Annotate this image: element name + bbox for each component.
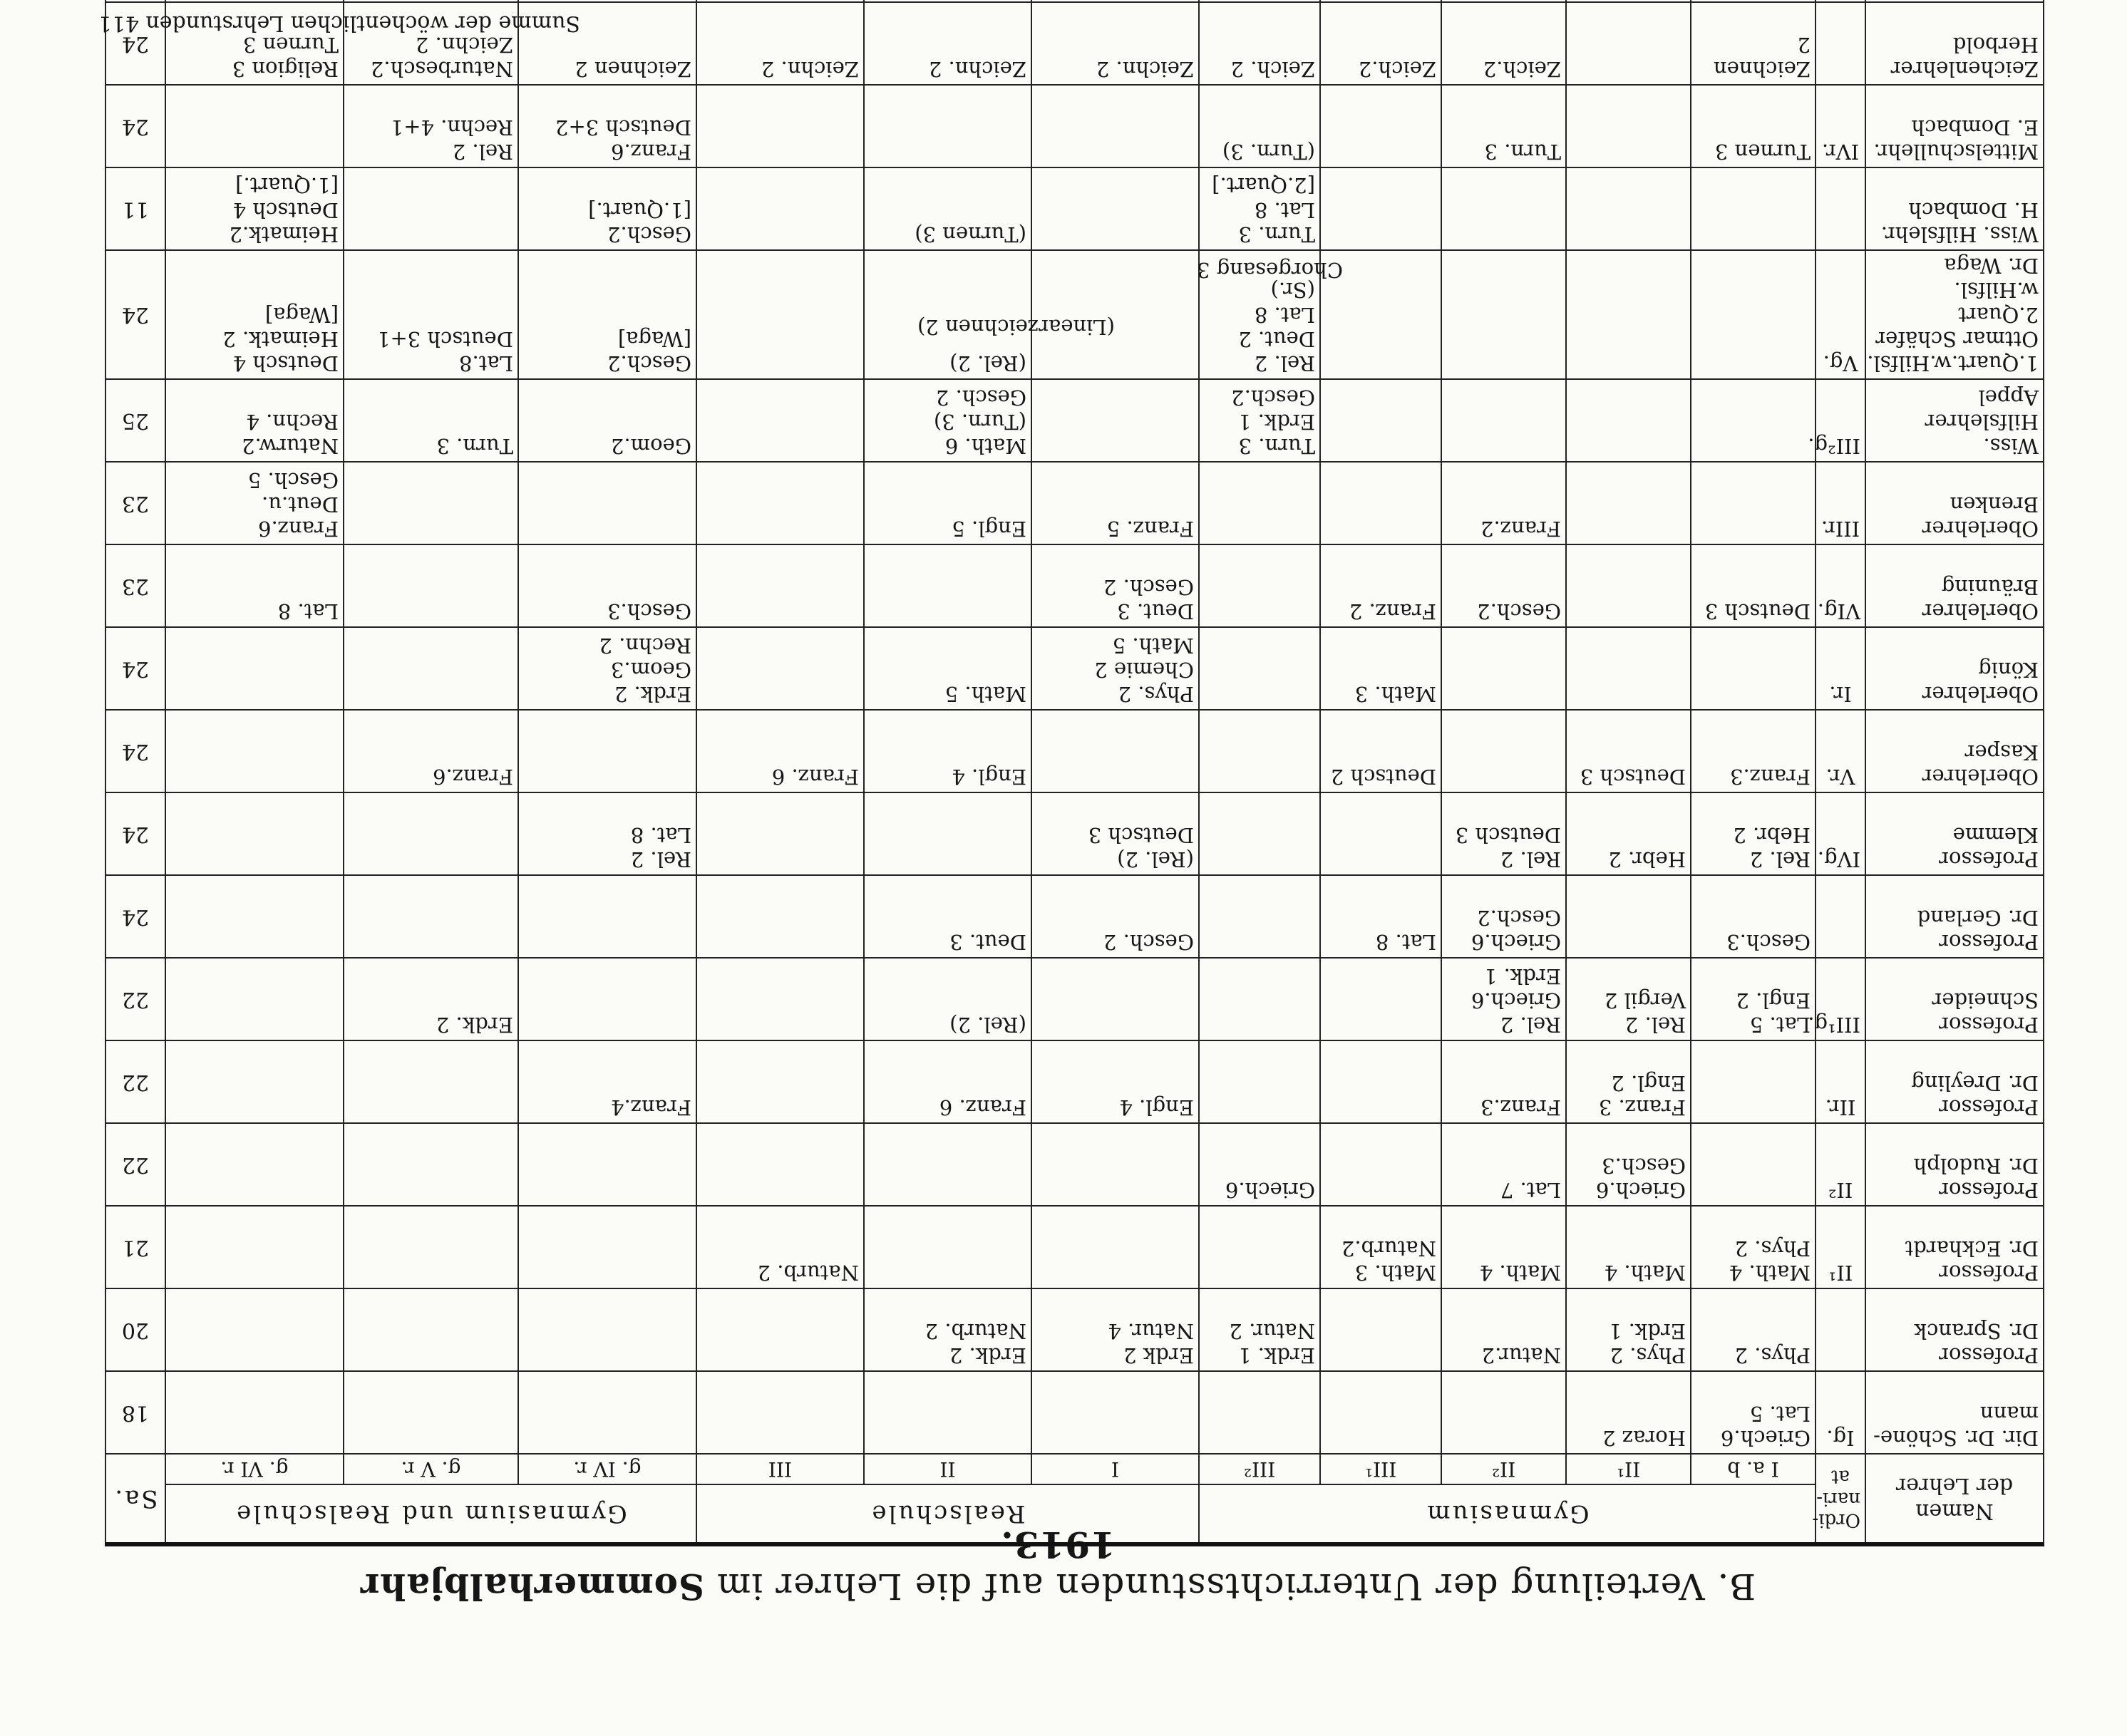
table-row bbox=[105, 1206, 2044, 1288]
lesson-cell bbox=[1566, 875, 1691, 958]
teacher-name: Professor Dr. Dreyling bbox=[1865, 1040, 2044, 1123]
lesson-cell bbox=[344, 167, 518, 250]
teacher-name: Professor Klemme bbox=[1865, 792, 2044, 875]
ordinariat-cell: IIr. bbox=[1816, 1040, 1865, 1123]
lesson-cell bbox=[1441, 167, 1566, 250]
lesson-cell: Franz.6 bbox=[344, 710, 518, 792]
lesson-cell bbox=[1031, 710, 1199, 792]
header-namen: Namen der Lehrer bbox=[1865, 1454, 2044, 1544]
sum-cell: 24 bbox=[105, 710, 165, 792]
lesson-cell bbox=[344, 875, 518, 958]
lesson-cell bbox=[165, 0, 344, 2]
lesson-cell bbox=[1199, 544, 1320, 627]
lesson-cell bbox=[1320, 379, 1441, 462]
ordinariat-cell bbox=[1816, 167, 1865, 250]
lesson-cell bbox=[696, 875, 864, 958]
table-row bbox=[105, 544, 2044, 627]
lesson-cell bbox=[1691, 167, 1816, 250]
class-header: II¹ bbox=[1566, 1454, 1691, 1484]
sum-cell: 21 bbox=[105, 1206, 165, 1288]
lesson-cell bbox=[1441, 379, 1566, 462]
lesson-cell: Rel. 2 Rechn. 4+1 bbox=[344, 85, 518, 167]
chorgesang-note: Chorgesang 3 bbox=[1197, 258, 1343, 282]
teacher-name: Wiss. Hilfslehr. H. Dombach bbox=[1865, 167, 2044, 250]
lesson-cell bbox=[1199, 792, 1320, 875]
ordinariat-cell bbox=[1816, 1288, 1865, 1371]
lesson-cell bbox=[1566, 627, 1691, 710]
lesson-cell: Zeichnen 2 bbox=[518, 2, 696, 85]
lesson-cell: (Rel. 2) bbox=[864, 958, 1031, 1040]
sum-cell: 22 bbox=[105, 958, 165, 1040]
lesson-cell bbox=[1199, 1206, 1320, 1288]
class-header: g. IV r. bbox=[518, 1454, 696, 1484]
lesson-cell bbox=[1566, 379, 1691, 462]
class-header: I bbox=[1031, 1454, 1199, 1484]
lesson-cell: Math. 4 bbox=[1441, 1206, 1566, 1288]
lesson-cell: Deutsch 2 bbox=[1320, 710, 1441, 792]
lesson-cell: Deut. 3 bbox=[864, 875, 1031, 958]
lesson-cell bbox=[344, 1123, 518, 1206]
lesson-cell bbox=[344, 1288, 518, 1371]
teacher-name: Wiss. Hilfslehrer Appel bbox=[1865, 379, 2044, 462]
lesson-cell: Gesch.3 bbox=[1691, 875, 1816, 958]
lesson-cell bbox=[696, 250, 864, 379]
ordinariat-cell: Vr. bbox=[1816, 710, 1865, 792]
sum-cell: 20 bbox=[105, 1288, 165, 1371]
lesson-cell: Lat.8 Deutsch 3+1 bbox=[344, 250, 518, 379]
lesson-cell: Franz.2 bbox=[1441, 462, 1566, 544]
lesson-cell bbox=[344, 462, 518, 544]
lesson-cell bbox=[696, 462, 864, 544]
lesson-cell bbox=[1566, 250, 1691, 379]
lesson-cell bbox=[1320, 462, 1441, 544]
lesson-cell: Turn. 3 Erdk. 1 Gesch.2 bbox=[1199, 379, 1320, 462]
lesson-cell: Erdk. 2 Naturb. 2 bbox=[864, 1288, 1031, 1371]
lesson-cell bbox=[1320, 1288, 1441, 1371]
lesson-cell: Zeich.2 bbox=[1320, 2, 1441, 85]
class-header: III bbox=[696, 1454, 864, 1484]
lesson-cell bbox=[1031, 1123, 1199, 1206]
lesson-cell: Engl. 5 bbox=[864, 462, 1031, 544]
lesson-cell: Math. 4 Phys. 2 bbox=[1691, 1206, 1816, 1288]
teacher-name: Professor Dr. Spranck bbox=[1865, 1288, 2044, 1371]
sum-cell: 22 bbox=[105, 1040, 165, 1123]
teacher-name: Professor Dr. Rudolph bbox=[1865, 1123, 2044, 1206]
lesson-cell: Griech.6 Lat. 5 bbox=[1691, 1371, 1816, 1454]
table-row bbox=[105, 1123, 2044, 1206]
lesson-cell: Horaz 2 bbox=[1566, 1371, 1691, 1454]
table-row bbox=[105, 85, 2044, 167]
lesson-cell: Math. 3 bbox=[1320, 627, 1441, 710]
lesson-cell bbox=[518, 710, 696, 792]
lesson-cell: Franz. 3 Engl. 2 bbox=[1566, 1040, 1691, 1123]
class-header: g. V r. bbox=[344, 1454, 518, 1484]
table-row bbox=[105, 462, 2044, 544]
sum-cell: 18 bbox=[105, 1371, 165, 1454]
lesson-cell: Zeichn. 2 bbox=[864, 2, 1031, 85]
lesson-cell bbox=[696, 1371, 864, 1454]
lesson-cell bbox=[1199, 710, 1320, 792]
lesson-cell: Griech.6 bbox=[1199, 1123, 1320, 1206]
class-header: II² bbox=[1441, 1454, 1566, 1484]
lesson-cell: Turn. 3 Lat. 8 [2.Quart.] bbox=[1199, 167, 1320, 250]
lesson-cell: Gesch.3 bbox=[518, 544, 696, 627]
lesson-cell bbox=[1320, 167, 1441, 250]
lesson-cell: Zeich.2 bbox=[1441, 2, 1566, 85]
lesson-cell bbox=[1031, 167, 1199, 250]
title-text: B. Verteilung der Unterrichtsstunden auf die Lehrer im bbox=[704, 1566, 1756, 1607]
lesson-cell bbox=[518, 0, 696, 2]
lesson-cell: Geom.2 bbox=[518, 379, 696, 462]
lesson-cell bbox=[1031, 0, 1199, 2]
teacher-rows bbox=[105, 0, 2044, 1454]
lesson-cell: Phys. 2 Chemie 2 Math. 5 bbox=[1031, 627, 1199, 710]
ordinariat-cell: II² bbox=[1816, 1123, 1865, 1206]
lesson-cell: Griech.6 Gesch.2 bbox=[1441, 875, 1566, 958]
lesson-cell: Deutsch 3 bbox=[1566, 710, 1691, 792]
lesson-cell bbox=[1691, 627, 1816, 710]
sum-cell: 23 bbox=[105, 544, 165, 627]
lesson-cell: Deutsch 3 bbox=[1691, 544, 1816, 627]
lesson-cell: Rel. 2 Deutsch 3 bbox=[1441, 792, 1566, 875]
lesson-cell bbox=[165, 958, 344, 1040]
teacher-name: Oberlehrer Bräuning bbox=[1865, 544, 2044, 627]
lesson-cell bbox=[1031, 958, 1199, 1040]
lesson-cell bbox=[1320, 1040, 1441, 1123]
lesson-cell bbox=[165, 1040, 344, 1123]
sum-cell: 24 bbox=[105, 85, 165, 167]
lesson-cell: Turn. 3 bbox=[1441, 85, 1566, 167]
lesson-cell: Lat. 5 Engl. 2 bbox=[1691, 958, 1816, 1040]
lesson-cell: Franz.3 bbox=[1441, 1040, 1566, 1123]
lesson-cell: Engl. 4 bbox=[864, 710, 1031, 792]
lesson-cell: (Turnen 3) bbox=[864, 167, 1031, 250]
table-row bbox=[105, 627, 2044, 710]
lesson-cell bbox=[864, 544, 1031, 627]
lesson-cell bbox=[1031, 379, 1199, 462]
lesson-cell: Rel. 2 Vergil 2 bbox=[1566, 958, 1691, 1040]
lesson-cell bbox=[1199, 462, 1320, 544]
header-ordinariat: Ordi- nari- at bbox=[1816, 1454, 1865, 1544]
lesson-cell bbox=[1566, 462, 1691, 544]
linearzeichnen-note: (Linearzeichnen 2) bbox=[917, 315, 1115, 339]
teacher-name: Oberlehrer Brenken bbox=[1865, 462, 2044, 544]
teacher-name: 1.Quart.w.Hilfsl. Ottmar Schäfer 2.Quart w.Hilfsl. Dr. Waga bbox=[1865, 250, 2044, 379]
class-header: I a. b bbox=[1691, 1454, 1816, 1484]
lesson-cell bbox=[518, 462, 696, 544]
lesson-cell bbox=[344, 1206, 518, 1288]
table-row bbox=[105, 710, 2044, 792]
lesson-cell: Naturw.2 Rechn. 4 bbox=[165, 379, 344, 462]
lesson-cell: Franz. 5 bbox=[1031, 462, 1199, 544]
lesson-cell bbox=[1691, 250, 1816, 379]
lesson-cell bbox=[696, 792, 864, 875]
sum-cell: 24 bbox=[105, 2, 165, 85]
lesson-cell bbox=[1199, 1371, 1320, 1454]
table-row bbox=[105, 1040, 2044, 1123]
table-row bbox=[105, 1288, 2044, 1371]
header-gymnasium: Gymnasium bbox=[1199, 1484, 1816, 1544]
ordinariat-cell: III¹g. bbox=[1816, 958, 1865, 1040]
lesson-cell: Franz.6 Deut.u. Gesch. 5 bbox=[165, 462, 344, 544]
lesson-cell: Heimatk.2 Deutsch 4 [1.Quart.] bbox=[165, 167, 344, 250]
lesson-cell bbox=[518, 1123, 696, 1206]
ordinariat-cell: IVg. bbox=[1816, 792, 1865, 875]
ordinariat-cell: Ir. bbox=[1816, 627, 1865, 710]
header-realschule: Realschule bbox=[696, 1484, 1199, 1544]
lesson-cell bbox=[696, 627, 864, 710]
lesson-cell: Turn. 3 bbox=[344, 379, 518, 462]
ordinariat-cell bbox=[1816, 2, 1865, 85]
lesson-cell bbox=[1441, 710, 1566, 792]
lesson-cell bbox=[165, 1371, 344, 1454]
lesson-cell bbox=[1031, 1206, 1199, 1288]
lesson-cell: Lat. 7 bbox=[1441, 1123, 1566, 1206]
lesson-cell bbox=[165, 1206, 344, 1288]
lesson-cell bbox=[1199, 0, 1320, 2]
lesson-cell bbox=[696, 167, 864, 250]
lesson-cell bbox=[1691, 1123, 1816, 1206]
lesson-cell bbox=[1320, 1123, 1441, 1206]
teacher-name: Zeichenlehrer Herbold bbox=[1865, 2, 2044, 85]
class-header: III¹ bbox=[1320, 1454, 1441, 1484]
header-sa: Sa. bbox=[105, 1454, 165, 1544]
group-header-row bbox=[105, 1484, 2044, 1544]
lesson-cell bbox=[1320, 0, 1441, 2]
class-header: III² bbox=[1199, 1454, 1320, 1484]
lesson-cell bbox=[1320, 85, 1441, 167]
sum-cell: 25 bbox=[105, 379, 165, 462]
ordinariat-cell: III²g. bbox=[1816, 379, 1865, 462]
title-bold-text: Sommerhalbjahr 1913. bbox=[359, 1524, 1116, 1608]
lesson-cell: Zeichn. 2 bbox=[696, 2, 864, 85]
table-row bbox=[105, 958, 2044, 1040]
ordinariat-cell: IVr. bbox=[1816, 85, 1865, 167]
lesson-cell bbox=[864, 1123, 1031, 1206]
lesson-cell bbox=[1691, 0, 1816, 2]
lesson-cell: Deut. 3 Gesch. 2 bbox=[1031, 544, 1199, 627]
lesson-cell: Lat. 8 bbox=[1320, 875, 1441, 958]
lesson-cell bbox=[696, 544, 864, 627]
lesson-cell bbox=[696, 0, 864, 2]
lesson-cell: Erdk. 1 Natur. 2 bbox=[1199, 1288, 1320, 1371]
sum-cell: 24 bbox=[105, 627, 165, 710]
lesson-cell bbox=[864, 85, 1031, 167]
lesson-cell bbox=[518, 958, 696, 1040]
lesson-cell bbox=[696, 85, 864, 167]
lesson-cell bbox=[518, 1371, 696, 1454]
table-row bbox=[105, 875, 2044, 958]
lesson-cell bbox=[1320, 1371, 1441, 1454]
ordinariat-cell: Vg. bbox=[1816, 250, 1865, 379]
lesson-cell bbox=[1441, 1371, 1566, 1454]
lesson-cell: Franz. 2 bbox=[1320, 544, 1441, 627]
lesson-cell: Engl. 4 bbox=[1031, 1040, 1199, 1123]
lesson-cell: Deutsch 4 Heimatk. 2 [Waga] bbox=[165, 250, 344, 379]
lesson-cell bbox=[696, 379, 864, 462]
ordinariat-cell: VIg. bbox=[1816, 544, 1865, 627]
lesson-cell bbox=[1691, 1040, 1816, 1123]
lesson-cell bbox=[1031, 1371, 1199, 1454]
lesson-cell: Zeichn. 2 bbox=[1031, 2, 1199, 85]
lesson-cell bbox=[344, 544, 518, 627]
teacher-name: Oberlehrer Kasper bbox=[1865, 710, 2044, 792]
teaching-distribution-table bbox=[105, 0, 2044, 1546]
lesson-cell bbox=[1441, 250, 1566, 379]
lesson-cell bbox=[1199, 627, 1320, 710]
lesson-cell bbox=[165, 85, 344, 167]
lesson-cell bbox=[864, 1371, 1031, 1454]
lesson-cell bbox=[165, 710, 344, 792]
lesson-cell bbox=[696, 1040, 864, 1123]
lesson-cell bbox=[165, 792, 344, 875]
lesson-cell: Gesch.2 [1.Quart.] bbox=[518, 167, 696, 250]
lesson-cell: Erdk 2 Natur. 4 bbox=[1031, 1288, 1199, 1371]
teacher-name: Professor Dr. Eckhardt bbox=[1865, 1206, 2044, 1288]
lesson-cell bbox=[165, 875, 344, 958]
lesson-cell: Erdk. 2 bbox=[344, 958, 518, 1040]
lesson-cell: Franz. 6 bbox=[696, 710, 864, 792]
lesson-cell: Naturb. 2 bbox=[696, 1206, 864, 1288]
lesson-cell: Phys. 2 Erdk. 1 bbox=[1566, 1288, 1691, 1371]
lesson-cell: Hebr. 2 bbox=[1566, 792, 1691, 875]
sum-cell: 22 bbox=[105, 1123, 165, 1206]
header-gym-real: Gymnasium und Realschule bbox=[165, 1484, 696, 1544]
lesson-cell: Erdk. 2 Geom.3 Rechn. 2 bbox=[518, 627, 696, 710]
lesson-cell bbox=[1441, 627, 1566, 710]
lesson-cell: Rel. 2 Deut. 2 Lat. 8 (Sr.) bbox=[1199, 250, 1320, 379]
footer-total: Summe der wöchentlichen Lehrstunden 411 bbox=[98, 11, 580, 36]
lesson-cell bbox=[1320, 958, 1441, 1040]
lesson-cell bbox=[165, 627, 344, 710]
ordinariat-cell: IIIr. bbox=[1816, 462, 1865, 544]
lesson-cell: Gesch.2 [Waga] bbox=[518, 250, 696, 379]
lesson-cell bbox=[165, 1123, 344, 1206]
lesson-cell bbox=[518, 1288, 696, 1371]
lesson-cell: Math. 5 bbox=[864, 627, 1031, 710]
lesson-cell bbox=[1031, 85, 1199, 167]
teacher-name: Professor Dr. Gerland bbox=[1865, 875, 2044, 958]
lesson-cell bbox=[864, 792, 1031, 875]
lesson-cell bbox=[1691, 379, 1816, 462]
lesson-cell bbox=[344, 627, 518, 710]
lesson-cell: Phys. 2 bbox=[1691, 1288, 1816, 1371]
sum-cell: 24 bbox=[105, 250, 165, 379]
ordinariat-cell bbox=[1816, 875, 1865, 958]
lesson-cell: Franz.6 Deutsch 3+2 bbox=[518, 85, 696, 167]
class-header-row bbox=[105, 1454, 2044, 1484]
lesson-cell: (Rel. 2) Deutsch 3 bbox=[1031, 792, 1199, 875]
lesson-cell bbox=[864, 1206, 1031, 1288]
lesson-cell bbox=[1441, 0, 1566, 2]
lesson-cell bbox=[1199, 958, 1320, 1040]
lesson-cell bbox=[344, 1040, 518, 1123]
lesson-cell bbox=[1566, 2, 1691, 85]
sum-cell bbox=[105, 0, 165, 2]
lesson-cell: Natur.2 bbox=[1441, 1288, 1566, 1371]
lesson-cell bbox=[1199, 1040, 1320, 1123]
sum-cell: 24 bbox=[105, 792, 165, 875]
lesson-cell bbox=[344, 1371, 518, 1454]
lesson-cell: Franz. 6 bbox=[864, 1040, 1031, 1123]
lesson-cell bbox=[1566, 167, 1691, 250]
lesson-cell: Zeichnen 2 bbox=[1691, 2, 1816, 85]
lesson-cell bbox=[518, 1206, 696, 1288]
class-header: II bbox=[864, 1454, 1031, 1484]
lesson-cell: Rel. 2 Lat. 8 bbox=[518, 792, 696, 875]
table-row bbox=[105, 167, 2044, 250]
table-row bbox=[105, 792, 2044, 875]
lesson-cell bbox=[1691, 462, 1816, 544]
lesson-cell: Franz.3 bbox=[1691, 710, 1816, 792]
lesson-cell: Griech.6 Gesch.3 bbox=[1566, 1123, 1691, 1206]
teacher-name: Dir. Dr. Schöne- mann bbox=[1865, 1371, 2044, 1454]
lesson-cell: Lat. 8 bbox=[165, 544, 344, 627]
lesson-cell: Franz.4 bbox=[518, 1040, 696, 1123]
lesson-cell bbox=[696, 1288, 864, 1371]
lesson-cell bbox=[344, 792, 518, 875]
class-header: g. VI r. bbox=[165, 1454, 344, 1484]
lesson-cell: Rel. 2 Griech.6 Erdk. 1 bbox=[1441, 958, 1566, 1040]
lesson-cell: Religion 3 Turnen 3 bbox=[165, 2, 344, 85]
teacher-name: Oberlehrer König bbox=[1865, 627, 2044, 710]
lesson-cell bbox=[1199, 875, 1320, 958]
lesson-cell: Math. 6 (Turn. 3) Gesch. 2 bbox=[864, 379, 1031, 462]
ordinariat-cell bbox=[1816, 0, 1865, 2]
lesson-cell bbox=[1566, 85, 1691, 167]
lesson-cell: Math. 3 Naturb.2 bbox=[1320, 1206, 1441, 1288]
lesson-cell bbox=[1566, 0, 1691, 2]
teacher-name: Professor Schneider bbox=[1865, 958, 2044, 1040]
lesson-cell: Naturbesch.2 Zeichn. 2 bbox=[344, 2, 518, 85]
lesson-cell bbox=[518, 875, 696, 958]
table-row bbox=[105, 379, 2044, 462]
table-row bbox=[105, 1371, 2044, 1454]
lesson-cell bbox=[696, 958, 864, 1040]
lesson-cell: Gesch. 2 bbox=[1031, 875, 1199, 958]
lesson-cell: Math. 4 bbox=[1566, 1206, 1691, 1288]
lesson-cell: (Rel. 2) bbox=[864, 250, 1031, 379]
lesson-cell: Turnen 3 bbox=[1691, 85, 1816, 167]
sum-cell: 11 bbox=[105, 167, 165, 250]
table-row bbox=[105, 0, 2044, 2]
teacher-name: Mittelschullehr. E. Dombach bbox=[1865, 85, 2044, 167]
ordinariat-cell: Ig. bbox=[1816, 1371, 1865, 1454]
lesson-cell bbox=[1320, 792, 1441, 875]
lesson-cell: Gesch.2 bbox=[1441, 544, 1566, 627]
ordinariat-cell: II¹ bbox=[1816, 1206, 1865, 1288]
lesson-cell: Zeich. 2 bbox=[1199, 2, 1320, 85]
lesson-cell bbox=[864, 0, 1031, 2]
sum-cell: 24 bbox=[105, 875, 165, 958]
lesson-cell bbox=[696, 1123, 864, 1206]
lesson-cell bbox=[165, 1288, 344, 1371]
sum-cell: 23 bbox=[105, 462, 165, 544]
teacher-name bbox=[1865, 0, 2044, 2]
lesson-cell: (Turn. 3) bbox=[1199, 85, 1320, 167]
lesson-cell bbox=[1566, 544, 1691, 627]
lesson-cell: Rel. 2 Hebr. 2 bbox=[1691, 792, 1816, 875]
lesson-cell bbox=[344, 0, 518, 2]
